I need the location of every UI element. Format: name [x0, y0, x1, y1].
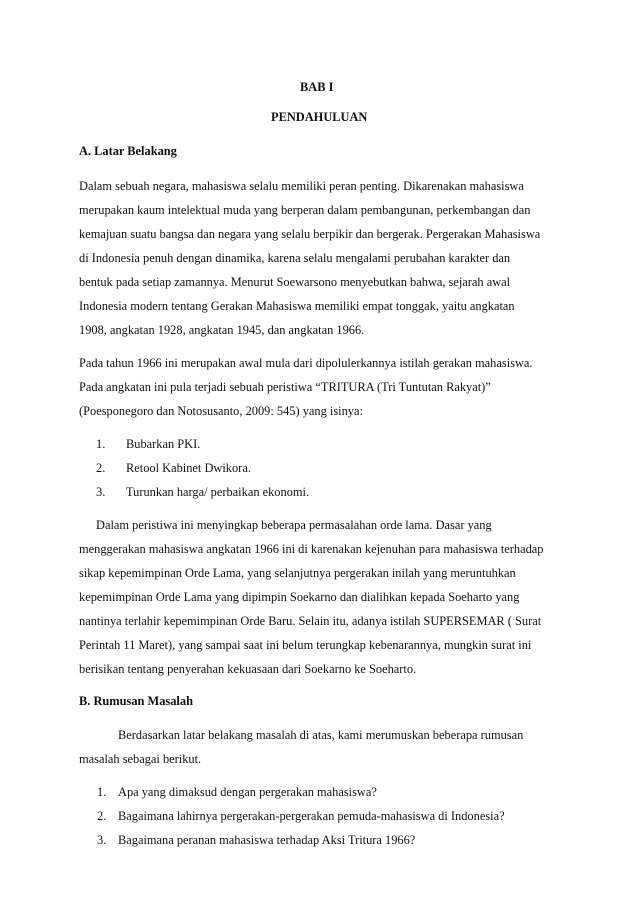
- paragraph-line: Pada angkatan ini pula terjadi sebuah peristiwa “TRITURA (Tri Tuntutan Rakyat)”: [79, 380, 491, 394]
- list-item-number: 1.: [96, 437, 106, 451]
- list-item: Bubarkan PKI.: [126, 437, 201, 451]
- paragraph-line: nantinya terlahir kepemimpinan Orde Baru. Selain itu, adanya istilah SUPERSEMAR ( Surat: [79, 614, 542, 628]
- paragraph-line: berisikan tentang penyerahan kekuasaan dari Soekarno ke Soeharto.: [79, 662, 417, 676]
- paragraph-line: Pada tahun 1966 ini merupakan awal mula dari dipolulerkannya istilah gerakan mahasiswa.: [79, 356, 533, 370]
- paragraph-line: kepemimpinan Orde Lama yang dipimpin Soekarno dan dialihkan kepada Soeharto yang: [79, 590, 520, 604]
- section-b-heading: B. Rumusan Masalah: [79, 694, 193, 708]
- list-item-number: 1.: [97, 785, 107, 799]
- paragraph-line: Dalam peristiwa ini menyingkap beberapa permasalahan orde lama. Dasar yang: [96, 518, 492, 532]
- list-item: Retool Kabinet Dwikora.: [126, 461, 251, 475]
- paragraph-line: sikap kepemimpinan Orde Lama, yang selanjutnya pergerakan inilah yang meruntuhkan: [79, 566, 516, 580]
- paragraph-line: 1908, angkatan 1928, angkatan 1945, dan angkatan 1966.: [79, 323, 365, 337]
- paragraph-line: menggerakan mahasiswa angkatan 1966 ini di karenakan kejenuhan para mahasiswa terhadap: [79, 542, 544, 556]
- list-item-number: 2.: [96, 461, 106, 475]
- paragraph-line: Berdasarkan latar belakang masalah di atas, kami merumuskan beberapa rumusan: [118, 728, 524, 742]
- paragraph-line: Perintah 11 Maret), yang sampai saat ini belum terungkap kebenarannya, mungkin surat ini: [79, 638, 532, 652]
- chapter-title: PENDAHULUAN: [271, 110, 368, 124]
- paragraph-line: Indonesia modern tentang Gerakan Mahasiswa memiliki empat tonggak, yaitu angkatan: [79, 299, 515, 313]
- list-item-number: 3.: [96, 485, 106, 499]
- paragraph-line: bentuk pada setiap zamannya. Menurut Soewarsono menyebutkan bahwa, sejarah awal: [79, 275, 511, 289]
- list-item: Turunkan harga/ perbaikan ekonomi.: [126, 485, 310, 499]
- paragraph-line: (Poesponegoro dan Notosusanto, 2009: 545) yang isinya:: [79, 404, 363, 418]
- paragraph-line: kemajuan suatu bangsa dan negara yang selalu berpikir dan bergerak. Pergerakan Mahasiswa: [79, 227, 541, 241]
- chapter-label: BAB I: [300, 80, 334, 94]
- list-item: Apa yang dimaksud dengan pergerakan mahasiswa?: [118, 785, 377, 799]
- list-item-number: 3.: [97, 833, 107, 847]
- paragraph-line: masalah sebagai berikut.: [79, 752, 202, 766]
- list-item-number: 2.: [97, 809, 107, 823]
- paragraph-line: merupakan kaum intelektual muda yang berperan dalam pembangunan, perkembangan dan: [79, 203, 531, 217]
- list-item: Bagaimana lahirnya pergerakan-pergerakan pemuda-mahasiswa di Indonesia?: [118, 809, 505, 823]
- section-a-heading: A. Latar Belakang: [79, 144, 177, 158]
- list-item: Bagaimana peranan mahasiswa terhadap Aksi Tritura 1966?: [118, 833, 416, 847]
- paragraph-line: Dalam sebuah negara, mahasiswa selalu memiliki peran penting. Dikarenakan mahasiswa: [79, 179, 524, 193]
- paragraph-line: di Indonesia penuh dengan dinamika, karena selalu mengalami perubahan karakter dan: [79, 251, 511, 265]
